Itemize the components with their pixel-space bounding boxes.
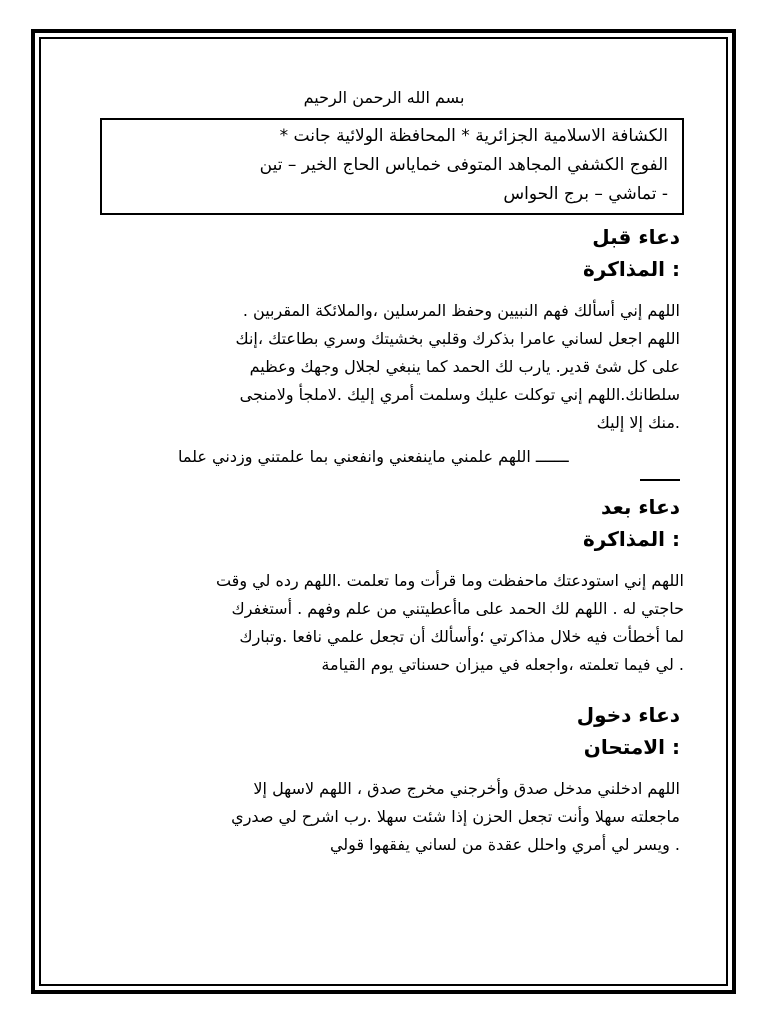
prayer-line: . لي فيما تعلمته ،واجعله في ميزان حسناتي يوم القيامة [321, 655, 684, 674]
section-title [540, 221, 680, 285]
section-after-study [88, 491, 684, 679]
header-line: الكشافة الاسلامية الجزائرية * المحافظة الولائية جانت * [279, 126, 668, 146]
prayer-line: اللهم إني أسألك فهم النبيين وحفظ المرسلين ،والملائكة المقربين . [242, 301, 680, 320]
header-line: الفوج الكشفي المجاهد المتوفى خماياس الحاج الخير – تين [259, 155, 668, 175]
section-title-line: : المذاكرة [582, 257, 680, 281]
prayer-line: على كل شئ قدير. يارب لك الحمد كما ينبغي لجلال وجهك وعظيم [249, 357, 680, 376]
prayer-line: حاجتي له . اللهم لك الحمد على ماأعطيتني من علم وفهم . أستغفرك [231, 599, 684, 618]
prayer-extra-line: ـــــــ اللهم علمني ماينفعني وانفعني بما علمتني وزدني علما [178, 447, 569, 466]
prayer-line: اللهم إني استودعتك ماحفظت وما قرأت وما تعلمت .اللهم رده لي وقت [215, 571, 684, 590]
header-line: - تماشي – برج الحواس [503, 184, 668, 204]
prayer-paragraph [88, 297, 680, 437]
section-title-line: : الامتحان [583, 735, 680, 759]
section-title-line: دعاء بعد [601, 495, 680, 519]
section-title [540, 491, 680, 555]
section-title [540, 699, 680, 763]
section-title-line: دعاء دخول [576, 703, 680, 727]
prayer-line: سلطانك.اللهم إني توكلت عليك وسلمت أمري إليك .لاملجأ ولامنجى [239, 385, 680, 404]
section-exam-entry [88, 699, 680, 859]
prayer-line: لما أخطأت فيه خلال مذاكرتي ؛وأسألك أن تجعل علمي نافعا .وتبارك [239, 627, 684, 646]
dash-divider [640, 479, 680, 481]
document-content [88, 86, 684, 859]
prayer-line: ماجعلته سهلا وأنت تجعل الحزن إذا شئت سهلا .رب اشرح لي صدري [231, 807, 680, 826]
section-before-study [88, 221, 680, 481]
basmala: بسم الله الرحمن الرحيم [303, 88, 465, 107]
prayer-line: . ويسر لي أمري واحلل عقدة من لساني يفقهوا قولي [329, 835, 680, 854]
prayer-line: .منك إلا إليك [596, 413, 680, 432]
section-title-line: دعاء قبل [592, 225, 680, 249]
prayer-line: اللهم ادخلني مدخل صدق وأخرجني مخرج صدق ، اللهم لاسهل إلا [253, 779, 680, 798]
section-title-line: : المذاكرة [582, 527, 680, 551]
scout-header-box [100, 118, 684, 215]
prayer-paragraph [88, 775, 680, 859]
prayer-paragraph [84, 567, 684, 679]
prayer-line: اللهم اجعل لساني عامرا بذكرك وقلبي بخشيتك وسري بطاعتك ،إنك [235, 329, 680, 348]
